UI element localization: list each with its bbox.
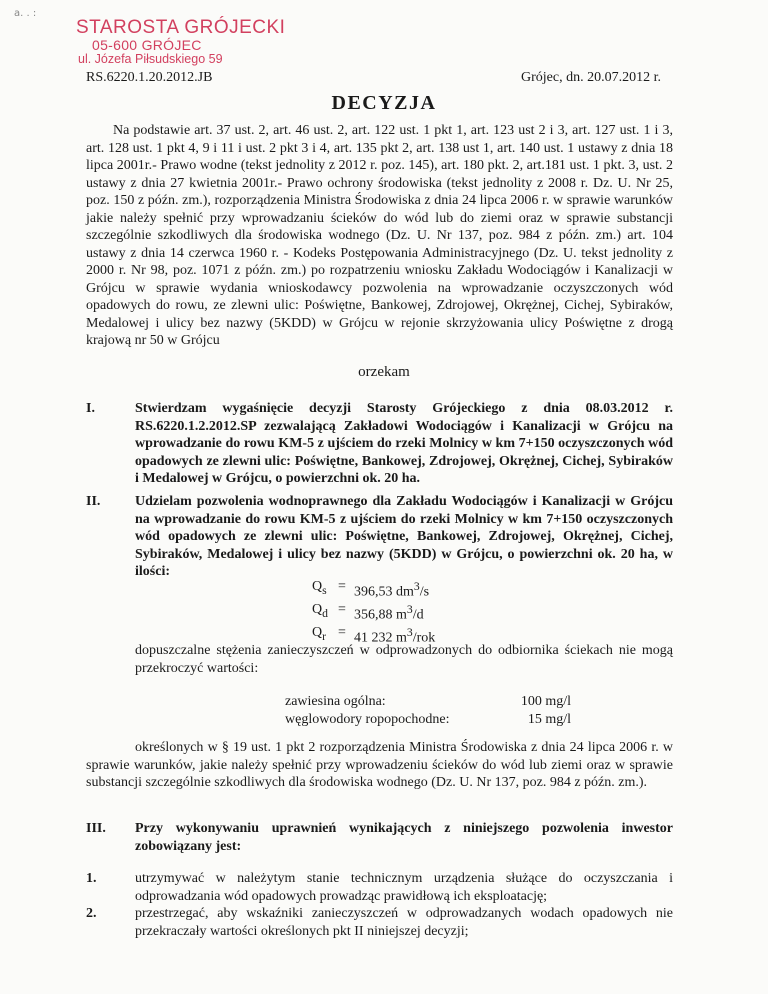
quantity-value: 41 232 $m^3$/rok — [354, 626, 436, 646]
quantity-equals: = — [338, 579, 346, 594]
obligation-number: 2. — [86, 906, 97, 921]
office-stamp — [76, 18, 285, 66]
limit-value: 15 mg/l — [527, 711, 571, 727]
section-2-text: Udzielam pozwolenia wodnoprawnego dla Zakładu Wodociągów i Kanalizacji w Grójcu na wprowadzanie do rowu KM-5 z ujściem do rzeki Molnicy w km 7+150 oczyszczonych wód opadowych ze zlewni ulic: Poświętne, Bankowej, Zdrojowej, Okrężnej, Cichej, Sybiraków, Medalowej i ulicy bez nazwy (5KDD) w Grójcu, o powierzchni ok. 20 ha, w ilości: — [135, 494, 673, 579]
obligation-item — [86, 870, 673, 905]
scan-mark: a. . : — [14, 8, 37, 19]
section-1-number: I. — [86, 401, 95, 416]
citation-text: określonych w § 19 ust. 1 pkt 2 rozporządzenia Ministra Środowiska z dnia 24 lipca 2006 r. w sprawie warunków, jakie należy spełnić przy wprowadzeniu ścieków do wód lub ziemi oraz w sprawie substancji szczególnie szkodliwych dla środowiska wodnego (Dz. U. Nr 137, poz. 984 z późn. zm.). — [86, 740, 673, 790]
limits-intro-text: dopuszczalne stężenia zanieczyszczeń w odprowadzonych do odbiornika ściekach nie mogą przekroczyć wartości: — [135, 643, 673, 676]
quantity-row — [312, 601, 435, 624]
quantity-row — [312, 578, 435, 601]
reference-number: RS.6220.1.20.2012.JB — [86, 70, 213, 85]
document-title: DECYZJA — [331, 92, 437, 114]
limit-name: zawiesina ogólna: — [285, 694, 386, 709]
limit-row — [285, 693, 571, 711]
quantity-symbol: $Q_d$ — [312, 602, 328, 620]
section-3-number: III. — [86, 821, 106, 836]
quantity-value: 356,88 $m^3/d$ — [354, 603, 424, 623]
legal-basis-paragraph — [86, 122, 673, 350]
quantity-equals: = — [338, 602, 346, 618]
pollutant-limits — [285, 693, 571, 728]
stamp-line-2: 05-600 GRÓJEC — [92, 36, 202, 53]
quantity-equals: = — [338, 625, 346, 641]
limit-row — [285, 711, 571, 729]
stamp-line-1: STAROSTA GRÓJECKI — [76, 17, 286, 38]
limit-name: węglowodory ropopochodne: — [285, 711, 450, 727]
quantity-symbol: $Q_r$ — [312, 625, 327, 644]
obligation-item — [86, 905, 673, 940]
stamp-line-3: ul. Józefa Piłsudskiego 59 — [78, 51, 223, 66]
regulation-citation — [86, 739, 673, 792]
document-date: Grójec, dn. 20.07.2012 r. — [521, 70, 661, 85]
quantity-value: 396,53 $dm^3/s$ — [354, 580, 430, 600]
obligations-list — [86, 870, 673, 940]
section-1-text: Stwierdzam wygaśnięcie decyzji Starosty Grójeckiego z dnia 08.03.2012 r. RS.6220.1.2.2012.SP zezwalającą Zakładowi Wodociągów i Kanalizacji w Grójcu na wprowadzanie do rowu KM-5 z ujściem do rzeki Molnicy w km 7+150 oczyszczonych wód opadowych ze zlewni ulic: Poświętne, Bankowej, Zdrojowej, Okrężnej, Cichej, Sybiraków i Medalowej w Grójcu, o powierzchni ok. 20 ha. — [135, 401, 673, 486]
ruling-heading: orzekam — [358, 364, 410, 380]
flow-quantities — [312, 578, 435, 647]
obligation-text: przestrzegać, aby wskaźniki zanieczyszczeń w odprowadzanych wodach opadowych nie przekraczały wartości określonych pkt II niniejszej decyzji; — [135, 906, 673, 939]
section-2-number: II. — [86, 494, 101, 509]
legal-basis-text: Na podstawie art. 37 ust. 2, art. 46 ust. 2, art. 122 ust. 1 pkt 1, art. 123 ust 2 i 3, art. 127 ust. 1 i 3, art. 128 ust. 1 pkt 4, 9 i 11 i ust. 2 pkt 3 i 4, art. 135 pkt 2, art. 138 ust 1, art. 140 ust. 1 ustawy z dnia 18 lipca 2001r.- Prawo wodne (tekst jednolity z 2012 r. poz. 145), art. 180 pkt. 2, art.181 ust. 1 pkt. 3, ust. 2 ustawy z dnia 27 kwietnia 2001r.- Prawo ochrony środowiska (tekst jednolity z 2008 r. Dz. U. Nr 25, poz. 150 z późn. zm.), rozporządzenia Ministra Środowiska z dnia 24 lipca 2006 r. w sprawie warunków jakie należy spełnić przy wprowadzaniu ścieków do wód lub do ziemi oraz w sprawie substancji szczególnie szkodliwych dla środowiska wodnego (Dz. U. Nr 137, poz. 984 z późn. zm.) art. 104 ustawy z dnia 14 czerwca 1960 r. - Kodeks Postępowania Administracyjnego (Dz. U. tekst jednolity z 2000 r. Nr 98, poz. 1071 z późn. zm.) po rozpatrzeniu wniosku Zakładu Wodociągów i Kanalizacji w Grójcu w sprawie wydania wnioskodawcy pozwolenia na wprowadzanie oczyszczonych wód opadowych do rowu, ze zlewni ulic: Poświętne, Bankowej, Zdrojowej, Okrężnej, Cichej, Sybiraków, Medalowej i ulicy bez nazwy (5KDD) w Grójcu w rejonie skrzyżowania ulicy Poświętne z drogą krajową nr 50 w Grójcu — [86, 123, 673, 348]
section-3-text: Przy wykonywaniu uprawnień wynikających z niniejszego pozwolenia inwestor zobowiązany jest: — [135, 821, 673, 854]
limit-value: 100 mg/l — [520, 694, 571, 709]
obligation-text: utrzymywać w należytym stanie technicznym urządzenia służące do oczyszczania i odprowadzania wód opadowych prowadząc prawidłową ich eksploatację; — [135, 871, 673, 904]
quantity-symbol: $Q_s$ — [312, 579, 327, 597]
obligation-number: 1. — [86, 871, 97, 886]
